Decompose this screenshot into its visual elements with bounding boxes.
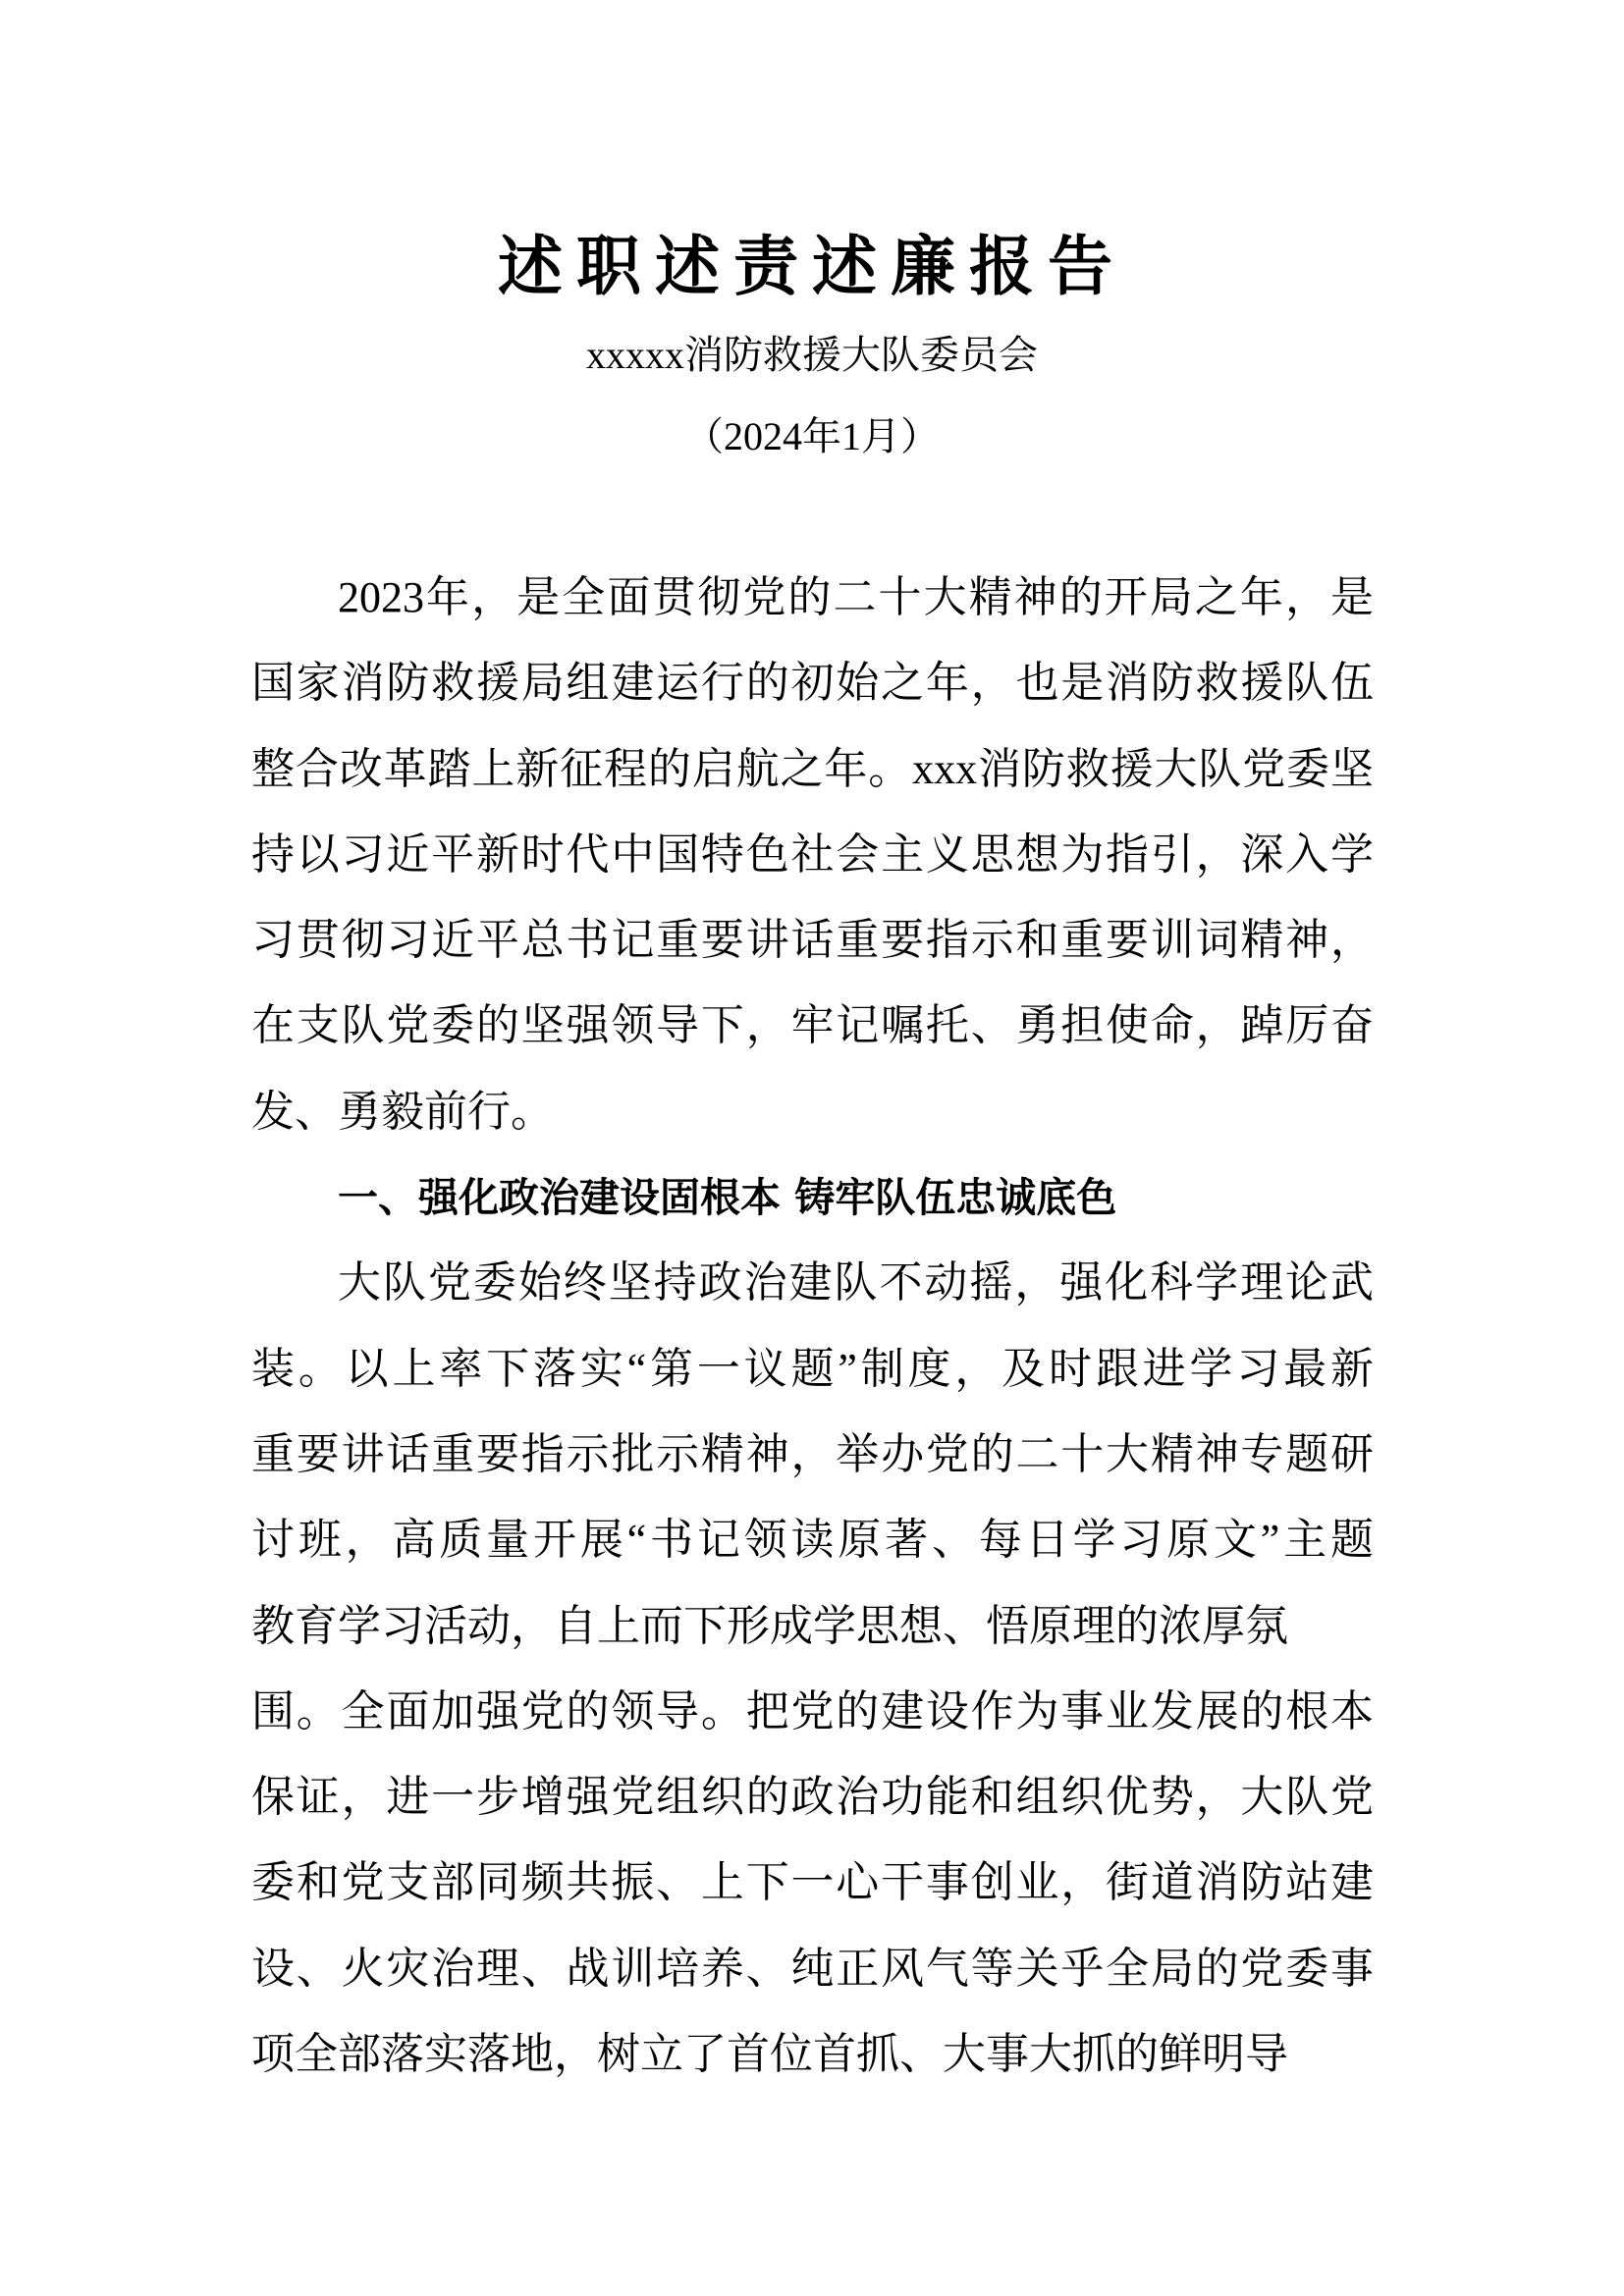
paragraph-line: 讨班，高质量开展“书记领读原著、每日学习原文”主题 bbox=[251, 1516, 1374, 1565]
paragraph-line: 发、勇毅前行。 bbox=[251, 1087, 554, 1136]
paragraph-line: 持以习近平新时代中国特色社会主义思想为指引，深入学 bbox=[251, 829, 1374, 879]
document-date: （2024年1月） bbox=[684, 414, 940, 458]
paragraph-line: 教育学习活动，自上而下形成学思想、悟原理的浓厚氛 bbox=[251, 1601, 1288, 1650]
paragraph-line: 委和党支部同频共振、上下一心干事创业，街道消防站建 bbox=[251, 1858, 1374, 1907]
paragraph-line: 习贯彻习近平总书记重要讲话重要指示和重要训词精神， bbox=[251, 916, 1374, 965]
paragraph-line: 国家消防救援局组建运行的初始之年，也是消防救援队伍 bbox=[251, 659, 1374, 708]
paragraph-line: 在支队党委的坚强领导下，牢记嘱托、勇担使命，踔厉奋 bbox=[251, 1001, 1374, 1050]
paragraph-line: 大队党委始终坚持政治建队不动摇，强化科学理论武 bbox=[338, 1258, 1374, 1308]
document-subtitle: xxxxx消防救援大队委员会 bbox=[586, 333, 1038, 377]
paragraph-line: 项全部落实落地，树立了首位首抓、大事大抓的鲜明导 bbox=[251, 2030, 1288, 2079]
paragraph-line: 2023年，是全面贯彻党的二十大精神的开局之年，是 bbox=[338, 573, 1374, 621]
paragraph-line: 保证，进一步增强党组织的政治功能和组织优势，大队党 bbox=[251, 1773, 1374, 1822]
paragraph-line: 设、火灾治理、战训培养、纯正风气等关乎全局的党委事 bbox=[251, 1944, 1374, 1993]
section-heading: 一、强化政治建设固根本 铸牢队伍忠诚底色 bbox=[338, 1174, 1117, 1222]
document-title: 述职述责述廉报告 bbox=[498, 232, 1126, 303]
document-body bbox=[251, 569, 1374, 2111]
paragraph-line: 重要讲话重要指示批示精神，举办党的二十大精神专题研 bbox=[251, 1429, 1374, 1478]
paragraph-line: 装。以上率下落实“第一议题”制度，及时跟进学习最新 bbox=[251, 1344, 1374, 1393]
paragraph-line: 围。全面加强党的领导。把党的建设作为事业发展的根本 bbox=[251, 1686, 1374, 1735]
paragraph-line: 整合改革踏上新征程的启航之年。xxx消防救援大队党委坚 bbox=[251, 744, 1374, 793]
